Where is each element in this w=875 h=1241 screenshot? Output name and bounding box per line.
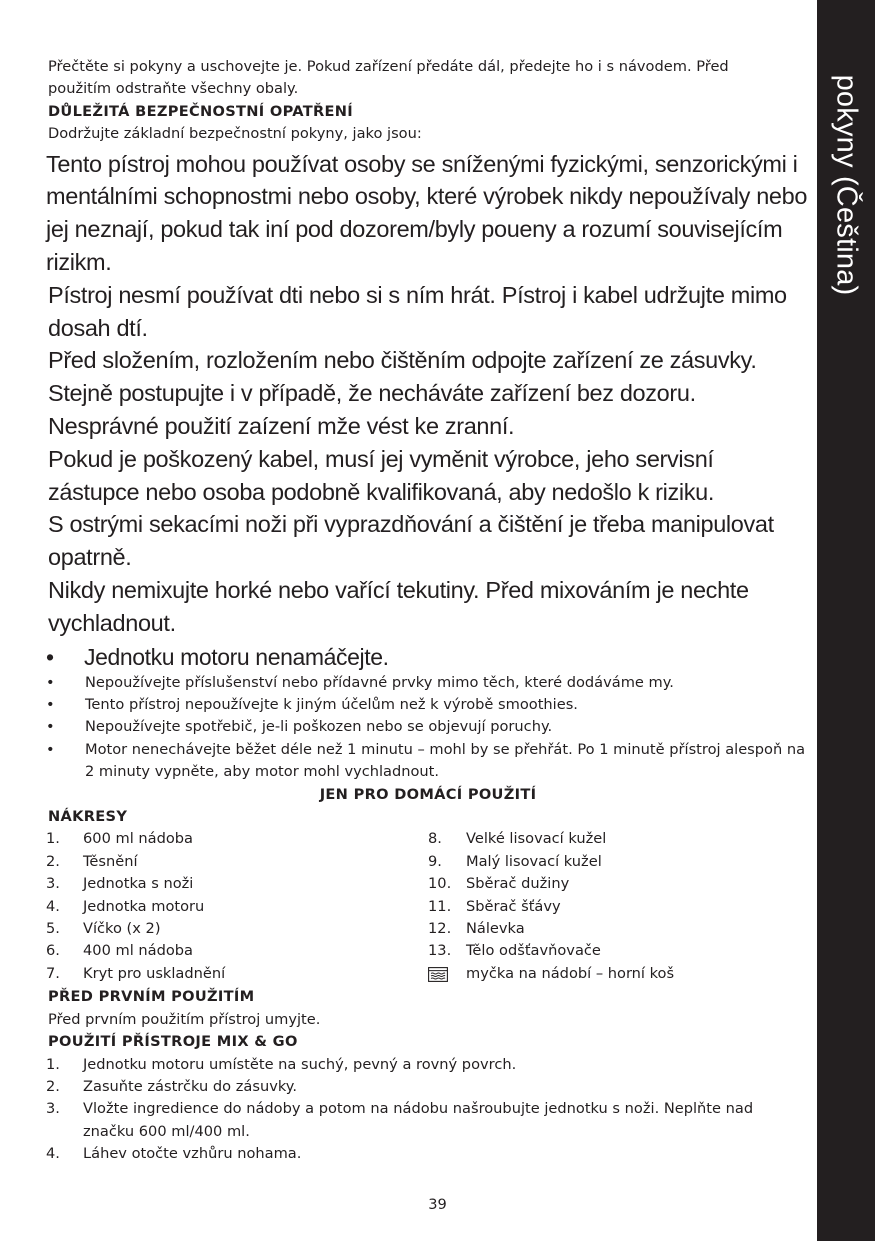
- safety-bullet-list: [48, 672, 808, 784]
- safety-paragraph: Pokud je poškozený kabel, musí jej vyměnit výrobce, jeho servisní zástupce nebo osoba podobně kvalifikovaná, aby nedošlo k riziku.: [48, 445, 715, 505]
- bullet-text: Motor nenechávejte běžet déle než 1 minutu – mohl by se přehřát. Po 1 minutě přístroj alespoň na 2 minuty vypněte, aby motor mohl vychladnout.: [85, 740, 806, 781]
- parts-list: [48, 828, 808, 986]
- bullet-dot: •: [46, 695, 55, 713]
- safety-paragraph: Tento pístroj mohou používat osoby se sníženými fyzickými, senzorickými i mentálními schopnostmi nebo osoby, které výrobek nikdy nepoužívaly nebo jej neznají, pokud tak iní pod dozorem/byly pouеny a rozumí souvisejícím rizikm.: [46, 150, 808, 276]
- part-label: Víčko (x 2): [83, 919, 161, 937]
- part-number: 3.: [46, 875, 60, 893]
- part-number: 7.: [46, 964, 60, 982]
- bullet-item: [48, 694, 808, 716]
- part-label: Těsnění: [83, 852, 138, 870]
- bullet-dot: •: [46, 718, 55, 736]
- page-content: [48, 56, 808, 1166]
- part-label: Nálevka: [466, 919, 525, 937]
- usage-step: [46, 1143, 808, 1165]
- part-number: 8.: [428, 830, 442, 848]
- dishwasher-label: myčka na nádobí – horní koš: [466, 964, 675, 982]
- part-label: Velké lisovací kužel: [466, 830, 607, 848]
- part-number: 9.: [428, 852, 442, 870]
- safety-paragraph: S ostrými sekacími noži při vyprazdňování a čištění je třeba manipulovat opatrně.: [48, 511, 774, 571]
- usage-heading: POUŽITÍ PŘÍSTROJE MIX & GO: [48, 1033, 298, 1051]
- part-label: Sběrač dužiny: [466, 875, 570, 893]
- step-text: Jednotku motoru umístěte na suchý, pevný a rovný povrch.: [83, 1055, 517, 1073]
- step-number: 4.: [46, 1145, 60, 1163]
- step-number: 3.: [46, 1100, 60, 1118]
- safety-paragraph: Před složením, rozložením nebo čištěním odpojte zařízení ze zásuvky. Stejně postupujte i v případě, že necháváte zařízení bez dozoru.: [48, 347, 757, 407]
- usage-step: [46, 1054, 808, 1076]
- part-label: 400 ml nádoba: [83, 942, 193, 960]
- usage-steps: [48, 1054, 808, 1166]
- language-tab-label: pokyny (Čeština): [830, 74, 863, 296]
- step-number: 2.: [46, 1078, 60, 1096]
- safety-paragraphs: [48, 148, 808, 640]
- bullet-item: [48, 672, 808, 694]
- bullet-item: [48, 716, 808, 738]
- part-number: 13.: [428, 942, 452, 960]
- part-number: 11.: [428, 897, 452, 915]
- part-number: 6.: [46, 942, 60, 960]
- bullet-item: [48, 739, 808, 784]
- bullet-dot: •: [46, 643, 54, 670]
- domestic-use-heading: JEN PRO DOMÁCÍ POUŽITÍ: [319, 785, 537, 803]
- part-number: 12.: [428, 919, 452, 937]
- page-number: 39: [428, 1196, 447, 1213]
- intro-line-1: Přečtěte si pokyny a uschovejte je. Pokud zařízení předáte dál, předejte ho i s návodem. Před: [48, 58, 729, 75]
- bullet-text: Nepoužívejte spotřebič, je-li poškozen nebo se objevují poruchy.: [85, 718, 553, 736]
- dishwasher-icon: [428, 967, 448, 982]
- part-number: 2.: [46, 852, 60, 870]
- drawings-heading: NÁKRESY: [48, 808, 128, 826]
- part-number: 10.: [428, 875, 452, 893]
- part-label: Kryt pro uskladnění: [83, 964, 226, 982]
- safety-paragraph: Nikdy nemixujte horké nebo vařící tekutiny. Před mixováním je nechte vychladnout.: [48, 576, 749, 636]
- bullet-text: Tento přístroj nepoužívejte k jiným účelům než k výrobě smoothies.: [85, 695, 578, 713]
- before-first-use-heading: PŘED PRVNÍM POUŽITÍM: [48, 988, 255, 1006]
- usage-step: [46, 1076, 808, 1098]
- bullet-dot: •: [46, 740, 55, 758]
- part-label: Jednotka s noži: [83, 875, 194, 893]
- part-label: Jednotka motoru: [83, 897, 205, 915]
- big-bullet-text: Jednotku motoru nenamáčejte.: [84, 643, 389, 670]
- before-first-use-text: Před prvním použitím přístroj umyjte.: [48, 1010, 321, 1028]
- safety-heading: DŮLEŽITÁ BEZPEČNOSTNÍ OPATŘENÍ: [48, 102, 354, 120]
- usage-step: [46, 1098, 808, 1143]
- bullet-text: Nepoužívejte příslušenství nebo přídavné prvky mimo těch, které dodáváme my.: [85, 673, 674, 691]
- part-number: 1.: [46, 830, 60, 848]
- safety-paragraph: Nesprávné použití zaízení mže vést ke zranní.: [48, 413, 515, 439]
- part-number: 4.: [46, 897, 60, 915]
- bullet-dot: •: [46, 673, 55, 691]
- safety-paragraph: Pístroj nesmí používat dti nebo si s ním hrát. Pístroj i kabel udržujte mimo dosah dtí.: [48, 281, 787, 341]
- safety-subtitle: Dodržujte základní bezpečnostní pokyny, jako jsou:: [48, 125, 422, 143]
- intro-line-2: použitím odstraňte všechny obaly.: [48, 80, 299, 98]
- part-label: Sběrač šťávy: [466, 897, 561, 915]
- step-number: 1.: [46, 1055, 60, 1073]
- part-label: Malý lisovací kužel: [466, 852, 602, 870]
- step-text: Láhev otočte vzhůru nohama.: [83, 1145, 302, 1163]
- step-text: Zasuňte zástrčku do zásuvky.: [83, 1078, 297, 1096]
- part-label: 600 ml nádoba: [83, 830, 193, 848]
- step-text: Vložte ingredience do nádoby a potom na nádobu našroubujte jednotku s noži. Neplňte nad značku 600 ml/400 ml.: [83, 1100, 754, 1140]
- big-bullet-item: [48, 642, 808, 672]
- part-number: 5.: [46, 919, 60, 937]
- part-label: Tělo odšťavňovače: [466, 942, 601, 960]
- language-side-tab: [817, 0, 875, 1241]
